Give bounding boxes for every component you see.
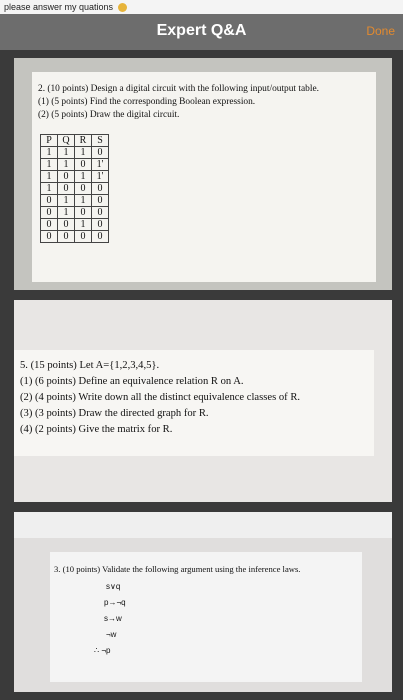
- table-cell: 0: [92, 207, 109, 219]
- table-row: [41, 195, 109, 207]
- header-cell: R: [75, 135, 92, 147]
- table-cell: 1: [75, 171, 92, 183]
- header-cell: P: [41, 135, 58, 147]
- table-row: [41, 183, 109, 195]
- table-cell: 0: [75, 207, 92, 219]
- q2-line-3: (2) (5 points) Draw the digital circuit.: [38, 110, 180, 120]
- table-cell: 0: [75, 183, 92, 195]
- table-row: [41, 207, 109, 219]
- paper-sheet: [32, 72, 376, 282]
- table-cell: 1: [41, 159, 58, 171]
- table-cell: 1: [58, 207, 75, 219]
- question-note: please answer my quations: [4, 2, 114, 12]
- table-cell: 0: [41, 231, 58, 243]
- table-cell: 1': [92, 171, 109, 183]
- question-image-3[interactable]: [14, 512, 392, 692]
- app-header: [0, 14, 403, 50]
- table-cell: 0: [58, 183, 75, 195]
- premise-2: p→¬q: [104, 598, 126, 607]
- header-cell: Q: [58, 135, 75, 147]
- table-row: [41, 159, 109, 171]
- premise-3: s→w: [104, 614, 122, 623]
- table-cell: 0: [92, 219, 109, 231]
- header-title: Expert Q&A: [156, 22, 247, 39]
- header-cell: S: [92, 135, 109, 147]
- emoji-icon: [118, 3, 127, 12]
- truth-table-header: [41, 135, 109, 147]
- table-cell: 1: [75, 147, 92, 159]
- table-cell: 1: [58, 159, 75, 171]
- table-cell: 0: [41, 195, 58, 207]
- q5-line-5: (4) (2 points) Give the matrix for R.: [20, 424, 173, 435]
- question-image-1[interactable]: [14, 58, 392, 290]
- q3-line-1: 3. (10 points) Validate the following argument using the inference laws.: [54, 564, 301, 574]
- faded-text-strip: [14, 512, 392, 538]
- table-cell: 0: [41, 207, 58, 219]
- table-cell: 1: [58, 147, 75, 159]
- truth-table: [40, 134, 109, 243]
- table-cell: 0: [92, 183, 109, 195]
- q5-line-2: (1) (6 points) Define an equivalence relation R on A.: [20, 376, 244, 387]
- premise-1: s∨q: [106, 582, 121, 591]
- table-cell: 1: [41, 147, 58, 159]
- paper-sheet: [50, 552, 362, 682]
- q5-line-3: (2) (4 points) Write down all the distinct equivalence classes of R.: [20, 392, 301, 403]
- table-cell: 0: [58, 231, 75, 243]
- q2-line-1: 2. (10 points) Design a digital circuit with the following input/output table.: [38, 84, 319, 94]
- table-row: [41, 171, 109, 183]
- table-cell: 1': [92, 159, 109, 171]
- question-image-2[interactable]: [14, 300, 392, 502]
- table-row: [41, 219, 109, 231]
- table-row: [41, 231, 109, 243]
- table-cell: 0: [75, 231, 92, 243]
- table-cell: 1: [75, 219, 92, 231]
- table-cell: 0: [58, 219, 75, 231]
- table-cell: 0: [58, 171, 75, 183]
- q2-line-2: (1) (5 points) Find the corresponding Boolean expression.: [38, 97, 256, 107]
- q5-line-4: (3) (3 points) Draw the directed graph for R.: [20, 408, 209, 419]
- paper-sheet: [14, 350, 374, 456]
- table-cell: 0: [41, 219, 58, 231]
- table-cell: 0: [92, 147, 109, 159]
- status-bar: [0, 0, 403, 15]
- table-cell: 1: [75, 195, 92, 207]
- table-cell: 0: [75, 159, 92, 171]
- table-cell: 1: [41, 171, 58, 183]
- table-cell: 0: [92, 195, 109, 207]
- q5-line-1: 5. (15 points) Let A={1,2,3,4,5}.: [20, 360, 160, 371]
- conclusion: ∴ ¬p: [94, 646, 111, 655]
- premise-4: ¬w: [106, 630, 117, 639]
- table-cell: 0: [92, 231, 109, 243]
- table-cell: 1: [41, 183, 58, 195]
- table-cell: 1: [58, 195, 75, 207]
- table-row: [41, 147, 109, 159]
- done-button[interactable]: Done: [366, 24, 395, 38]
